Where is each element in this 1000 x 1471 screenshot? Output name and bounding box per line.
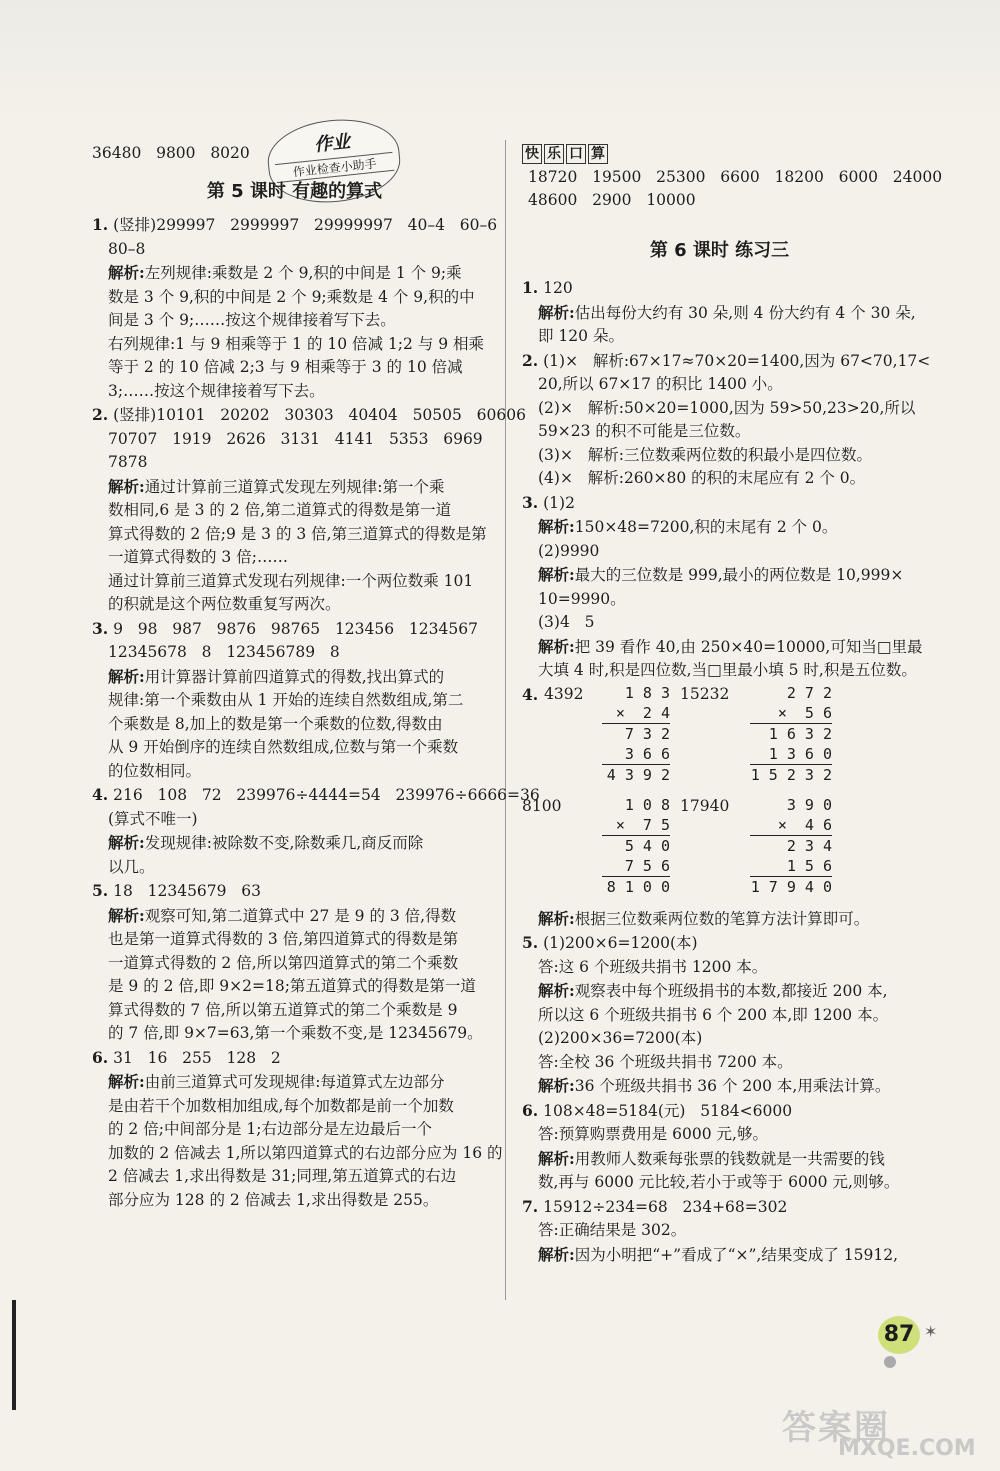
answer-line: 一道算式得数的 2 倍,所以第四道算式的第二个乘数 xyxy=(108,953,459,972)
answer-line xyxy=(522,1051,917,1075)
answer-text: (1)200×6=1200(本) xyxy=(538,934,698,952)
answer-line xyxy=(522,1147,917,1172)
answer-line: 大填 4 时,积是四位数,当□里最小填 5 时,积是五位数。 xyxy=(538,661,917,679)
question-number: 3. xyxy=(92,618,109,638)
answer-text: 预算购票费用是 6000 元,够。 xyxy=(558,1125,768,1143)
watermark-url: MXQE.COM xyxy=(838,1436,976,1461)
calc-row: 1 7 9 4 0 xyxy=(750,877,832,896)
answer-line xyxy=(92,261,497,286)
question-number: 1. xyxy=(522,278,539,297)
star-icon: ✶ xyxy=(924,1322,938,1341)
column-divider xyxy=(505,140,506,1300)
label-text: 答: xyxy=(538,1125,559,1143)
answer-line xyxy=(522,956,917,980)
calc-row: × 4 6 xyxy=(750,815,832,836)
question-number: 2. xyxy=(92,405,109,424)
answer-line xyxy=(92,831,497,856)
label-text: 解析: xyxy=(538,636,575,656)
answer-line xyxy=(522,515,917,540)
calc-row: 1 5 2 3 2 xyxy=(750,765,832,784)
answer-line: 数是 3 个 9,积的中间是 2 个 9;乘数是 4 个 9,积的中 xyxy=(108,287,475,306)
answer-line xyxy=(522,301,917,326)
kuaile-tag: 乐 xyxy=(544,144,564,164)
vertical-multiplication xyxy=(602,683,670,785)
kuaile-tag: 口 xyxy=(566,144,586,164)
stamp-title: 作业 xyxy=(313,131,352,156)
answer-line xyxy=(522,491,917,516)
label-text: 解析: xyxy=(538,1076,575,1095)
answer-text: 18 12345679 63 xyxy=(108,882,262,900)
kuaile-tag: 快 xyxy=(522,144,542,164)
question-number: 7. xyxy=(522,1196,539,1216)
answer-line: 所以这 6 个班级共捐书 6 个 200 本,即 1200 本。 xyxy=(538,1005,889,1024)
calc-answer: 8100 xyxy=(522,796,562,815)
answer-line xyxy=(522,1123,917,1147)
answer-text: 31 16 255 128 2 xyxy=(108,1048,281,1067)
answer-text: 观察可知,第二道算式中 27 是 9 的 3 倍,得数 xyxy=(144,906,457,925)
answer-line: (3)× 解析:三位数乘两位数的积最小是四位数。 xyxy=(538,445,872,464)
answer-line: 即 120 朵。 xyxy=(538,327,624,345)
calc-answer: 15232 xyxy=(680,684,730,703)
answer-text: 用计算器计算前四道算式的得数,找出算式的 xyxy=(144,667,445,686)
answer-line: (4)× 解析:260×80 的积的末尾应有 2 个 0。 xyxy=(538,469,866,487)
answer-line: (3)4 5 xyxy=(538,613,595,631)
label-text: 解析: xyxy=(108,666,145,686)
scan-top-band xyxy=(0,0,1000,120)
left-answer-list xyxy=(92,213,540,1212)
label-text: 解析: xyxy=(108,476,145,496)
answer-text: (竖排)10101 20202 30303 40404 50505 60606 xyxy=(108,406,526,424)
calc-row: 3 6 6 xyxy=(602,744,670,765)
q4-label: 4. xyxy=(522,684,539,704)
answer-line xyxy=(92,1070,497,1095)
vertical-multiplication xyxy=(750,683,832,785)
answer-text: 正确结果是 302。 xyxy=(558,1221,687,1239)
answer-text: 根据三位数乘两位数的笔算方法计算即可。 xyxy=(574,909,870,928)
answer-text: 108×48=5184(元) 5184<6000 xyxy=(538,1101,793,1120)
page-number: 87 xyxy=(878,1316,920,1354)
lesson6-title: 第 6 课时 练习三 xyxy=(649,239,790,261)
answer-text: 216 108 72 239976÷4444=54 239976÷6666=36 xyxy=(108,786,540,804)
answer-line: 是 9 的 2 倍,即 9×2=18;第五道算式的得数是第一道 xyxy=(108,977,476,995)
right-answer-list-a xyxy=(522,276,931,683)
answer-line: 10=9990。 xyxy=(538,589,626,608)
answer-text: 因为小明把“+”看成了“×”,结果变成了 15912, xyxy=(574,1245,898,1264)
answer-text: 由前三道算式可发现规律:每道算式左边部分 xyxy=(144,1073,445,1091)
calc-row: 2 3 4 xyxy=(786,836,832,855)
label-text: 解析: xyxy=(108,263,145,282)
answer-text: 左列规律:乘数是 2 个 9,积的中间是 1 个 9;乘 xyxy=(144,264,462,282)
lesson5-title: 第 5 课时 有趣的算式 xyxy=(206,180,383,202)
answer-line xyxy=(92,403,526,428)
calc-row: 4 3 9 2 xyxy=(606,765,670,784)
kuaile-tag: 算 xyxy=(588,144,608,164)
answer-text: (1)× 解析:67×17≈70×20=1400,因为 67<70,17< xyxy=(538,351,931,370)
answer-line: 算式得数的 7 倍,所以第五道算式的第二个乘数是 9 xyxy=(108,1000,458,1019)
answer-line xyxy=(522,1099,917,1124)
calc-row: 1 3 6 0 xyxy=(750,744,832,765)
answer-line: 规律:第一个乘数由从 1 开始的连续自然数组成,第二 xyxy=(108,691,464,709)
answer-text: 最大的三位数是 999,最小的两位数是 10,999× xyxy=(574,566,904,584)
answer-line: 80–8 xyxy=(108,239,146,258)
answer-line: 右列规律:1 与 9 相乘等于 1 的 10 倍减 1;2 与 9 相乘 xyxy=(108,334,485,353)
right-answer-list-b xyxy=(522,907,917,1268)
answer-line: 也是第一道算式得数的 3 倍,第四道算式的得数是第 xyxy=(108,930,459,948)
answer-line: 个乘数是 8,加上的数是第一个乘数的位数,得数由 xyxy=(108,714,443,733)
question-number: 5. xyxy=(522,933,539,952)
label-text: 解析: xyxy=(108,1072,145,1091)
answer-line: 2 倍减去 1,求出得数是 31;同理,第五道算式的右边 xyxy=(108,1167,457,1185)
answer-line: (2)200×36=7200(本) xyxy=(538,1029,703,1047)
answer-line: 间是 3 个 9;……按这个规律接着写下去。 xyxy=(108,311,396,329)
answer-text: 用教师人数乘每张票的钱数就是一共需要的钱 xyxy=(574,1149,885,1168)
label-text: 解析: xyxy=(538,565,575,584)
label-text: 答: xyxy=(538,1052,559,1071)
question-number: 4. xyxy=(92,785,109,804)
answer-line xyxy=(522,931,917,956)
calc-row: 1 5 6 xyxy=(750,856,832,877)
label-text: 解析: xyxy=(538,1244,575,1264)
kuaile-line: 18720 19500 25300 6600 18200 6000 24000 xyxy=(528,167,943,186)
calc-row: 1 6 3 2 xyxy=(768,724,832,743)
answer-text: 36 个班级共捐书 36 个 200 本,用乘法计算。 xyxy=(574,1077,891,1095)
question-number: 3. xyxy=(522,492,539,512)
top-answer-line: 36480 9800 8020 xyxy=(92,144,250,162)
right-column xyxy=(522,142,943,1267)
answer-line: 是由若干个加数相加组成,每个加数都是前一个加数 xyxy=(108,1096,454,1115)
label-text: 答: xyxy=(538,957,559,976)
calc-row: × 5 6 xyxy=(750,703,832,724)
answer-line xyxy=(92,213,497,238)
calc-row: × 7 5 xyxy=(602,815,670,836)
answer-line xyxy=(522,907,917,932)
calc-row: 2 7 2 xyxy=(786,683,832,702)
answer-line xyxy=(522,635,923,660)
answer-line xyxy=(92,783,540,808)
answer-line: 加数的 2 倍减去 1,所以第四道算式的右边部分应为 16 的 xyxy=(108,1143,503,1162)
calc-row: 7 3 2 xyxy=(624,724,670,743)
answer-text: 观察表中每个班级捐书的本数,都接近 200 本, xyxy=(574,982,888,1000)
label-text: 解析: xyxy=(538,908,575,928)
q4-calculations xyxy=(522,683,917,907)
label-text: 解析: xyxy=(538,302,575,322)
answer-line: 3;……按这个规律接着写下去。 xyxy=(108,381,325,400)
watermark-logo: 答案圈 xyxy=(782,1408,890,1448)
answer-text: 9 98 987 9876 98765 123456 1234567 xyxy=(108,619,478,638)
left-column xyxy=(92,142,540,1212)
answer-text: 这 6 个班级共捐书 1200 本。 xyxy=(558,957,768,976)
calc-row: 3 9 0 xyxy=(786,795,832,814)
answer-line: 12345678 8 123456789 8 xyxy=(108,643,340,661)
answer-line: (2)9990 xyxy=(538,541,600,560)
answer-text: 120 xyxy=(538,279,573,297)
decor-dot xyxy=(884,1356,896,1368)
answer-line: 以几。 xyxy=(108,857,155,876)
answer-line xyxy=(92,879,497,904)
label-text: 解析: xyxy=(538,981,575,1000)
answer-text: 估出每份大约有 30 朵,则 4 份大约有 4 个 30 朵, xyxy=(574,303,916,322)
answer-text: 发现规律:被除数不变,除数乘几,商反而除 xyxy=(144,834,424,852)
answer-line: 从 9 开始倒序的连续自然数组成,位数与第一个乘数 xyxy=(108,738,459,756)
answer-text: 把 39 看作 40,由 250×40=10000,可知当□里最 xyxy=(574,637,923,656)
answer-line: (算式不唯一) xyxy=(108,809,198,828)
label-text: 答: xyxy=(538,1221,559,1239)
answer-line: 7878 xyxy=(108,453,148,471)
answer-line: 等于 2 的 10 倍减 2;3 与 9 相乘等于 3 的 10 倍减 xyxy=(108,358,463,376)
answer-line: 数,再与 6000 元比较,若小于或等于 6000 元,则够。 xyxy=(538,1173,900,1191)
stamp-subtitle: 作业检查小助手 xyxy=(275,152,394,183)
answer-line xyxy=(92,665,497,690)
question-number: 6. xyxy=(92,1047,109,1067)
answer-line: 70707 1919 2626 3131 4141 5353 6969 xyxy=(108,429,483,448)
answer-line xyxy=(92,617,497,642)
calc-answer: 4392 xyxy=(544,684,584,703)
calc-row: 7 5 6 xyxy=(602,856,670,877)
answer-line: 的位数相同。 xyxy=(108,761,202,780)
answer-text: 150×48=7200,积的末尾有 2 个 0。 xyxy=(574,518,838,536)
answer-line xyxy=(92,1046,497,1071)
answer-line: 的 7 倍,即 9×7=63,第一个乘数不变,是 12345679。 xyxy=(108,1024,483,1042)
answer-line: 一道算式得数的 3 倍;…… xyxy=(108,548,288,566)
answer-line: 算式得数的 2 倍;9 是 3 的 3 倍,第三道算式的得数是第 xyxy=(108,524,487,543)
answer-line xyxy=(522,1219,917,1243)
label-text: 解析: xyxy=(108,833,145,852)
answer-line: 59×23 的积不可能是三位数。 xyxy=(538,422,751,440)
vertical-multiplication xyxy=(750,795,832,897)
answer-line xyxy=(92,475,497,500)
answer-line xyxy=(522,1243,917,1268)
calc-row: 1 8 3 xyxy=(624,683,670,702)
answer-line xyxy=(522,563,917,588)
label-text: 解析: xyxy=(538,1148,575,1168)
answer-line xyxy=(522,276,917,301)
answer-line: (2)× 解析:50×20=1000,因为 59>50,23>20,所以 xyxy=(538,398,916,417)
kuaile-line: 48600 2900 10000 xyxy=(528,191,696,209)
answer-line xyxy=(522,1195,917,1220)
answer-line xyxy=(522,1074,917,1099)
vertical-multiplication xyxy=(602,795,670,897)
question-number: 2. xyxy=(522,350,539,370)
question-number: 6. xyxy=(522,1100,539,1120)
answer-line: 的 2 倍;中间部分是 1;右边部分是左边最后一个 xyxy=(108,1120,432,1138)
calc-row: 8 1 0 0 xyxy=(606,877,670,896)
answer-line: 通过计算前三道算式发现右列规律:一个两位数乘 101 xyxy=(108,571,474,590)
calc-row: × 2 4 xyxy=(602,703,670,724)
answer-text: 全校 36 个班级共捐书 7200 本。 xyxy=(558,1052,793,1071)
kuaile-header xyxy=(522,142,917,166)
label-text: 解析: xyxy=(108,905,145,925)
label-text: 解析: xyxy=(538,517,575,536)
answer-text: 通过计算前三道算式发现左列规律:第一个乘 xyxy=(144,477,445,496)
question-number: 1. xyxy=(92,215,109,234)
answer-text: (竖排)299997 2999997 29999997 40–4 60–6 xyxy=(108,216,498,234)
scan-edge-bar xyxy=(12,1300,16,1410)
answer-line xyxy=(522,349,931,374)
answer-line: 部分应为 128 的 2 倍减去 1,求出得数是 255。 xyxy=(108,1190,439,1209)
answer-line: 数相同,6 是 3 的 2 倍,第二道算式的得数是第一道 xyxy=(108,501,452,519)
answer-line: 的积就是这个两位数重复写两次。 xyxy=(108,595,341,613)
calc-answer: 17940 xyxy=(680,796,730,815)
answer-line xyxy=(522,979,917,1004)
calc-row: 5 4 0 xyxy=(624,836,670,855)
answer-text: 15912÷234=68 234+68=302 xyxy=(538,1197,788,1216)
answer-text: (1)2 xyxy=(538,493,575,512)
question-number: 5. xyxy=(92,881,109,900)
answer-line: 20,所以 67×17 的积比 1400 小。 xyxy=(538,375,783,393)
answer-line xyxy=(92,904,497,929)
calc-row: 1 0 8 xyxy=(624,795,670,814)
